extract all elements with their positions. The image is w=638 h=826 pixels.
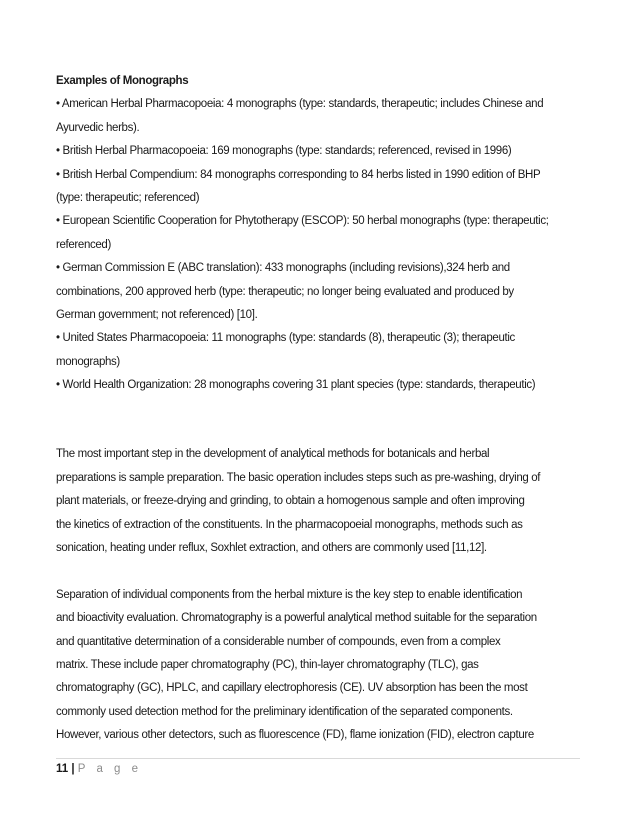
paragraph-line: The most important step in the development of analytical methods for botanicals and herbal [56,448,490,461]
separation-paragraph [56,584,580,748]
footer-separator: | [71,763,75,775]
list-line: • World Health Organization: 28 monographs covering 31 plant species (type: standards, therapeutic) [56,379,536,392]
paragraph-line: commonly used detection method for the preliminary identification of the separated components. [56,705,513,718]
paragraph-line: plant materials, or freeze-drying and grinding, to obtain a homogenous sample and often improving [56,495,525,508]
section-spacer [56,397,580,443]
list-line: • European Scientific Cooperation for Phytotherapy (ESCOP): 50 herbal monographs (type: therapeutic; [56,215,549,228]
paragraph-line: preparations is sample preparation. The basic operation includes steps such as pre-washing, drying of [56,471,541,484]
list-line: • German Commission E (ABC translation): 433 monographs (including revisions),324 herb and [56,262,510,275]
list-line: (type: therapeutic; referenced) [56,191,200,204]
paragraph-line: Separation of individual components from the herbal mixture is the key step to enable identification [56,588,523,601]
list-line: • British Herbal Pharmacopoeia: 169 monographs (type: standards; referenced, revised in 1996) [56,145,512,158]
paragraph-line: the kinetics of extraction of the constituents. In the pharmacopoeial monographs, methods such as [56,518,523,531]
page-label: P a g e [77,763,143,775]
page-number: 11 [56,763,69,775]
paragraph-line: chromatography (GC), HPLC, and capillary electrophoresis (CE). UV absorption has been the most [56,682,528,695]
list-line: German government; not referenced) [10]. [56,308,258,321]
monograph-list [56,93,580,397]
sample-preparation-paragraph [56,443,580,560]
paragraph-line: matrix. These include paper chromatography (PC), thin-layer chromatography (TLC), gas [56,658,479,671]
document-page [56,70,580,748]
list-line: • United States Pharmacopoeia: 11 monographs (type: standards (8), therapeutic (3); therapeutic [56,332,515,345]
paragraph-line: and bioactivity evaluation. Chromatography is a powerful analytical method suitable for the separation [56,612,537,625]
paragraph-spacer [56,560,580,583]
list-line: • British Herbal Compendium: 84 monographs corresponding to 84 herbs listed in 1990 edition of BHP [56,168,541,181]
paragraph-line: However, various other detectors, such as fluorescence (FD), flame ionization (FID), electron capture [56,729,534,742]
paragraph-line: sonication, heating under reflux, Soxhlet extraction, and others are commonly used [11,12]. [56,542,487,555]
list-line: • American Herbal Pharmacopoeia: 4 monographs (type: standards, therapeutic; includes Chinese and [56,98,544,111]
section-heading: Examples of Monographs [56,75,189,87]
page-footer [56,758,580,777]
list-line: Ayurvedic herbs). [56,121,140,134]
list-line: referenced) [56,238,111,251]
paragraph-line: and quantitative determination of a considerable number of compounds, even from a complex [56,635,501,648]
list-line: combinations, 200 approved herb (type: therapeutic; no longer being evaluated and produced by [56,285,514,298]
list-line: monographs) [56,355,120,368]
